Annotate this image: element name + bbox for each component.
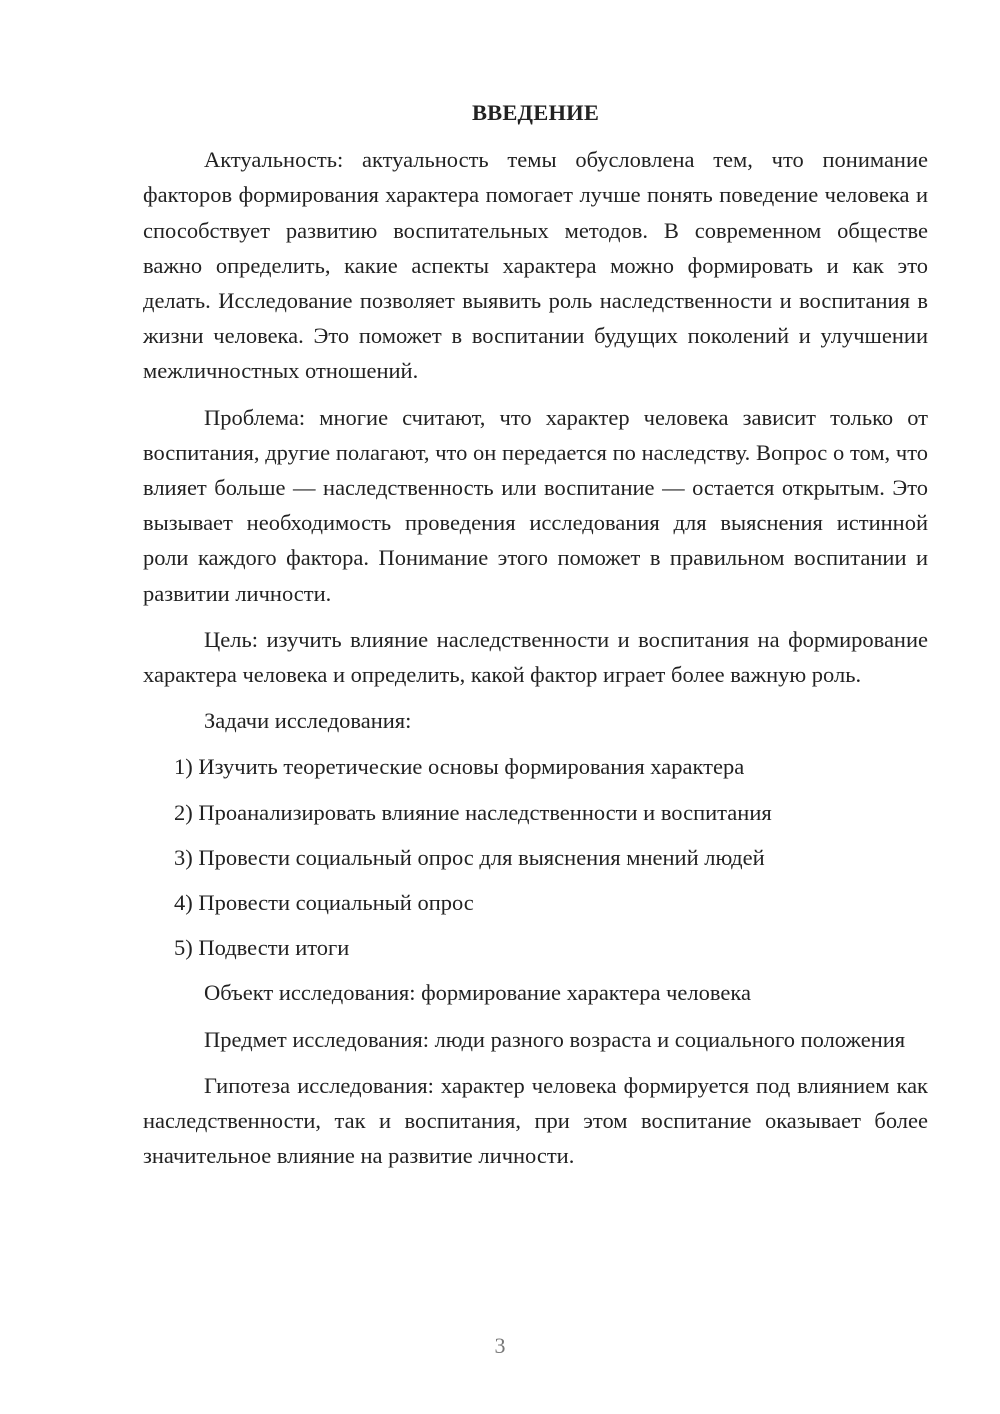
page-content [143,95,928,1184]
list-item: 2) Проанализировать влияние наследственности и воспитания [174,799,772,825]
object-paragraph: Объект исследования: формирование характера человека [204,980,751,1006]
hypothesis-paragraph: Гипотеза исследования: характер человека формируется под влиянием как наследственности, так и воспитания, при этом воспитание оказывает более значительное влияние на развитие личности. [143,1072,928,1169]
problem-paragraph: Проблема: многие считают, что характер человека зависит только от воспитания, другие полагают, что он передается по наследству. Вопрос о том, что влияет больше — наследственность или воспитание — остается открытым. Это вызывает необходимость проведения исследования для выяснения истинной роли каждого фактора. Понимание этого поможет в правильном воспитании и развитии личности. [143,404,928,606]
page-number: 3 [494,1333,506,1358]
page-title: ВВЕДЕНИЕ [471,100,600,125]
goal-paragraph: Цель: изучить влияние наследственности и воспитания на формирование характера человека и определить, какой фактор играет более важную роль. [143,626,928,688]
list-item: 5) Подвести итоги [174,935,350,961]
list-item: 4) Провести социальный опрос [174,890,474,916]
tasks-heading: Задачи исследования: [204,708,412,734]
actuality-paragraph: Актуальность: актуальность темы обусловлена тем, что понимание факторов формирования характера помогает лучше понять поведение человека и способствует развитию воспитательных методов. В современном обществе важно определить, какие аспекты характера можно формировать и как это делать. Исследование позволяет выявить роль наследственности и воспитания в жизни человека. Это поможет в воспитании будущих поколений и улучшении межличностных отношений. [143,147,928,384]
list-item: 1) Изучить теоретические основы формирования характера [174,754,745,780]
list-item: 3) Провести социальный опрос для выяснения мнений людей [174,844,765,870]
subject-paragraph: Предмет исследования: люди разного возраста и социального положения [204,1026,906,1052]
tasks-list [143,749,928,965]
